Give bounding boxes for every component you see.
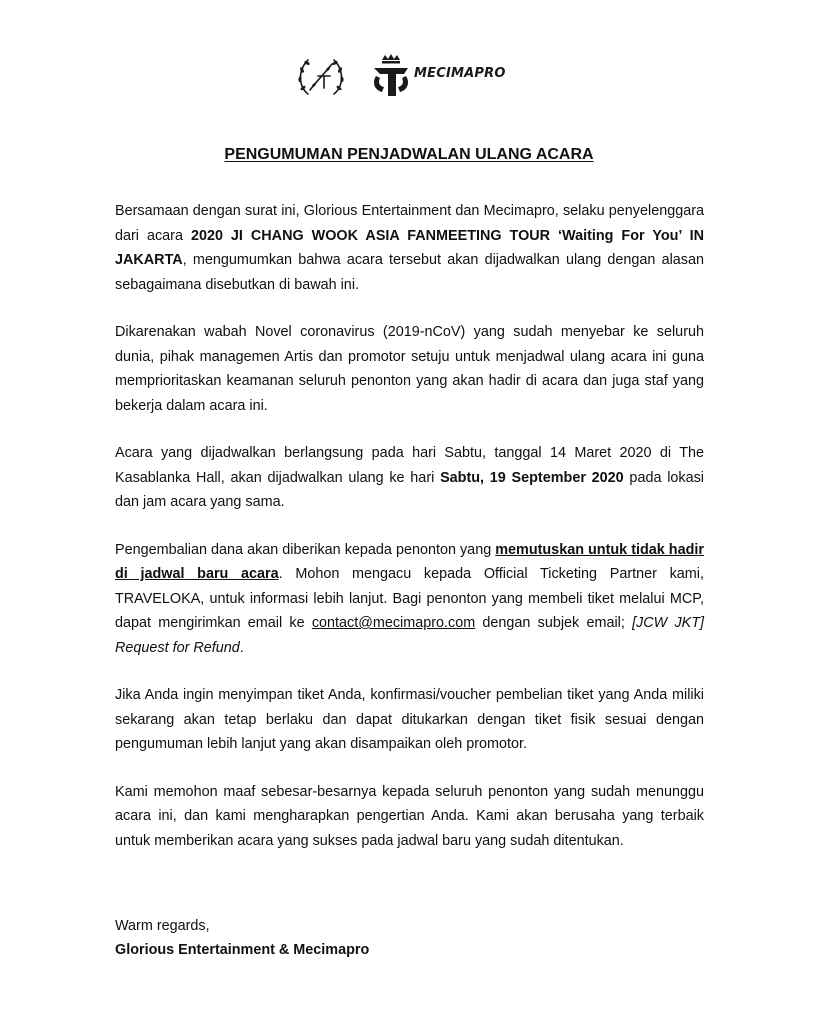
paragraph-reschedule	[115, 441, 704, 515]
refund-text-end: .	[239, 639, 244, 656]
page-title: PENGUMUMAN PENJADWALAN ULANG ACARA	[224, 146, 594, 163]
refund-text: Pengembalian dana akan diberikan kepada penonton yang	[115, 541, 496, 558]
reschedule-text-end: pada lokasi dan jam acara yang sama.	[115, 469, 704, 510]
mecimapro-crown-emblem-icon	[370, 52, 412, 100]
paragraph-apology: Kami memohon maaf sebesar-besarnya kepada seluruh penonton yang sudah menunggu acara ini, dan kami mengharapkan pengertian Anda. Kami akan berusaha yang terbaik untuk memberikan acara yang sukses pada jadwal baru yang sudah ditentukan.	[115, 783, 704, 849]
reschedule-text: Acara yang dijadwalkan berlangsung pada hari Sabtu, tanggal 14 Maret 2020 di The Kasablanka Hall, akan dijadwalkan ulang ke hari	[115, 445, 704, 486]
contact-email-link[interactable]: contact@mecimapro.com	[311, 615, 476, 631]
new-date: Sabtu, 19 September 2020	[440, 469, 624, 486]
refund-condition: memutuskan untuk tidak hadir di jadwal baru acara	[115, 541, 704, 582]
refund-text-subject-label: dengan subjek email;	[475, 615, 633, 631]
signature-name: Glorious Entertainment & Mecimapro	[115, 942, 370, 958]
announcement-body	[115, 199, 704, 876]
glorious-entertainment-logo	[294, 52, 348, 102]
paragraph-intro	[115, 199, 704, 297]
intro-text: Bersamaan dengan surat ini, Glorious Entertainment dan Mecimapro, selaku penyelenggara dari acara	[115, 203, 704, 244]
paragraph-refund	[115, 538, 704, 661]
email-subject: [JCW JKT] Request for Refund	[115, 615, 705, 656]
mecimapro-logo	[370, 50, 520, 102]
event-name: 2020 JI CHANG WOOK ASIA FANMEETING TOUR ‘Waiting For You’ IN JAKARTA	[115, 227, 704, 268]
mecimapro-wordmark: MECIMAPRO	[414, 66, 506, 81]
signature-block	[115, 914, 369, 962]
refund-text-mid: . Mohon mengacu kepada Official Ticketing Partner kami, TRAVELOKA, untuk informasi lebih lanjut. Bagi penonton yang membeli tiket melalui MCP, dapat mengirimkan email ke	[115, 566, 704, 631]
closing-line: Warm regards,	[115, 918, 210, 934]
intro-text-end: , mengumumkan bahwa acara tersebut akan dijadwalkan ulang dengan alasan sebagaimana disebutkan di bawah ini.	[115, 252, 704, 293]
paragraph-keep-ticket: Jika Anda ingin menyimpan tiket Anda, konfirmasi/voucher pembelian tiket yang Anda miliki sekarang akan tetap berlaku dan dapat ditukarkan dengan tiket fisik sesuai dengan pengumuman lebih lanjut yang akan disampaikan oleh promotor.	[115, 687, 704, 752]
logo-header	[0, 48, 818, 104]
paragraph-reason: Dikarenakan wabah Novel coronavirus (2019-nCoV) yang sudah menyebar ke seluruh dunia, pihak managemen Artis dan promotor setuju untuk menjadwal ulang acara ini guna memprioritaskan keamanan seluruh penonton yang akan hadir di acara dan juga staf yang bekerja dalam acara ini.	[115, 324, 704, 414]
